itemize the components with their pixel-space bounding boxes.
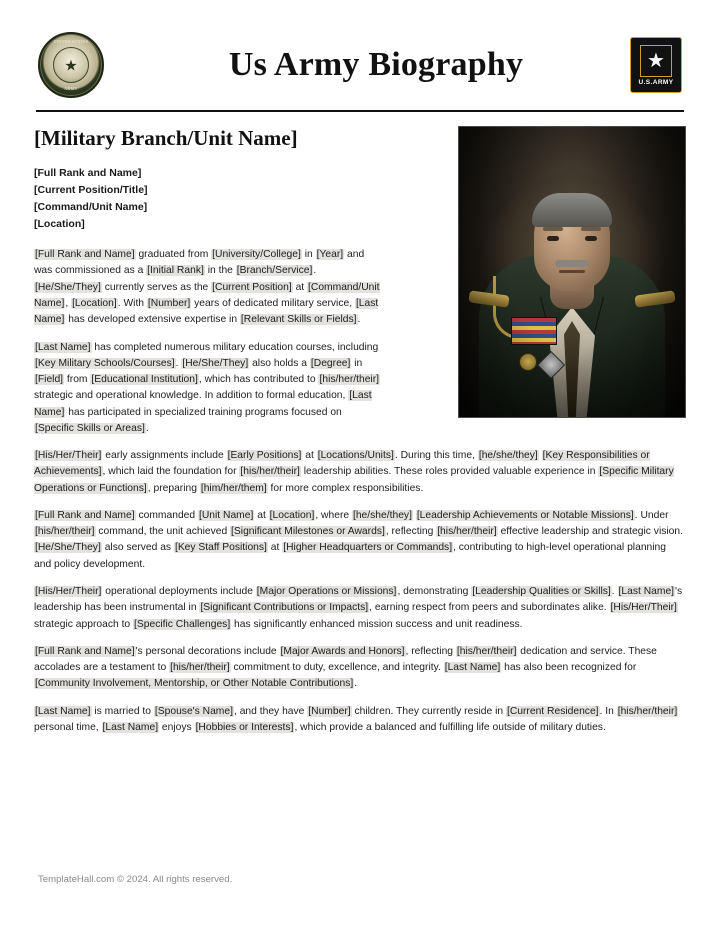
identity-line-position: [Current Position/Title] (34, 184, 148, 197)
placeholder-token: [Higher Headquarters or Commands] (283, 542, 453, 554)
placeholder-token: [Spouse's Name] (154, 705, 233, 717)
paragraph-p5 (34, 584, 686, 633)
placeholder-token: [Last Name] (35, 341, 91, 353)
text-run: has developed extensive expertise in (65, 314, 240, 326)
text-run: 's leadership has been instrumental in (34, 585, 683, 614)
placeholder-token: [Initial Rank] (147, 265, 204, 277)
seal-bottom-text: ARMY (64, 86, 78, 91)
placeholder-token: [Specific Military Operations or Functions] (34, 466, 674, 494)
eagle-icon: ★ (64, 57, 78, 75)
paragraph-p6 (34, 644, 686, 693)
text-run: . (145, 422, 149, 434)
placeholder-token: [Early Positions] (227, 450, 302, 462)
placeholder-token: [Last Name] (444, 662, 501, 674)
placeholder-token: [Field] (35, 374, 64, 386)
text-run: at (267, 542, 283, 554)
placeholder-token: [Community Involvement, Mentorship, or Other Notable Contributions] (35, 678, 354, 690)
text-run: . (354, 678, 358, 690)
text-run: command, the unit achieved (95, 526, 231, 538)
placeholder-token: [Major Operations or Missions] (256, 585, 397, 597)
text-run: has completed numerous military education courses, including (91, 341, 379, 353)
placeholder-token: [he/she/they] (478, 450, 538, 462)
placeholder-token: [Command/Unit Name] (34, 281, 380, 309)
us-army-seal-icon (38, 32, 104, 98)
text-run: , earning respect from peers and subordinates alike. (369, 602, 610, 614)
placeholder-token: [him/her/them] (200, 482, 267, 494)
paragraph-p3 (34, 448, 686, 497)
text-run: early assignments include (102, 450, 227, 462)
paragraph-p7 (34, 704, 686, 737)
header-divider (36, 110, 684, 112)
placeholder-token: [Specific Skills or Areas] (35, 422, 145, 434)
star-badge (640, 45, 672, 77)
placeholder-token: [Key Military Schools/Courses] (35, 357, 175, 369)
text-run: from (64, 374, 91, 386)
footer-copyright: TemplateHall.com © 2024. All rights reserved. (38, 874, 233, 885)
placeholder-token: [his/her/their] (617, 705, 678, 717)
text-run: , (65, 297, 72, 309)
branch-unit-name: [Military Branch/Unit Name] (34, 126, 298, 150)
placeholder-token: [Leadership Qualities or Skills] (472, 585, 611, 597)
placeholder-token: [Major Awards and Honors] (280, 645, 405, 657)
placeholder-token: [University/College] (212, 249, 301, 261)
text-run: . (611, 585, 618, 597)
text-run: , reflecting (405, 645, 456, 657)
paragraph-p1 (34, 247, 384, 328)
placeholder-token: [Hobbies or Interests] (195, 721, 294, 733)
placeholder-token: [his/her/their] (240, 466, 300, 478)
text-run: strategic and operational knowledge. In addition to formal education, (34, 390, 349, 402)
placeholder-token: [his/her/their] (170, 662, 230, 674)
text-run: enjoys (159, 721, 195, 733)
text-run: leadership abilities. These roles provided valuable experience in (300, 466, 599, 478)
text-run: at (302, 450, 317, 462)
text-run: years of dedicated military service, (191, 297, 355, 309)
placeholder-token: [His/Her/Their] (35, 585, 102, 597)
placeholder-token: [his/her/their] (437, 526, 497, 538)
text-run: children. They currently reside in (351, 705, 506, 717)
text-run: , and they have (233, 705, 308, 717)
paragraph-p4 (34, 508, 686, 573)
placeholder-token: [Last Name] (618, 585, 675, 597)
text-run: , where (315, 509, 352, 521)
placeholder-token: [Current Residence] (506, 705, 599, 717)
placeholder-token: [Full Rank and Name] (35, 249, 135, 261)
placeholder-token: [Locations/Units] (317, 450, 394, 462)
placeholder-token: [Specific Challenges] (134, 618, 231, 630)
text-run: commanded (135, 509, 198, 521)
text-run: , which has contributed to (198, 374, 319, 386)
text-run: and was commissioned as a (34, 249, 365, 277)
text-run: . (357, 314, 361, 326)
placeholder-token: [Relevant Skills or Fields] (240, 314, 357, 326)
placeholder-token: [Last Name] (102, 721, 159, 733)
text-run: in (351, 357, 363, 369)
placeholder-token: [Current Position] (212, 281, 292, 293)
placeholder-token: [his/her/their] (35, 526, 95, 538)
text-run: strategic approach to (34, 618, 134, 630)
placeholder-token: [Branch/Service] (236, 265, 313, 277)
placeholder-token: [Key Staff Positions] (174, 542, 267, 554)
text-run: has participated in specialized training programs focused on (65, 406, 342, 418)
text-run: 's personal decorations include (135, 645, 280, 657)
text-run: . During this time, (394, 450, 478, 462)
text-run: for more complex responsibilities. (267, 482, 424, 494)
army-logo (630, 37, 682, 93)
placeholder-token: [Degree] (310, 357, 351, 369)
placeholder-token: [Year] (316, 249, 344, 261)
placeholder-token: [Unit Name] (198, 509, 254, 521)
text-run: in the (204, 265, 236, 277)
placeholder-token: [his/her/their] (456, 645, 517, 657)
placeholder-token: [His/Her/Their] (35, 450, 102, 462)
text-run: graduated from (135, 249, 212, 261)
placeholder-token: [Last Name] (34, 390, 372, 418)
document-body (34, 126, 686, 736)
placeholder-token: [Number] (308, 705, 351, 717)
paragraph-p2 (34, 340, 384, 438)
text-run: in (301, 249, 316, 261)
identity-line-command: [Command/Unit Name] (34, 201, 148, 214)
text-run: at (292, 281, 308, 293)
text-run: is married to (91, 705, 154, 717)
text-run: , which provide a balanced and fulfilling life outside of military duties. (294, 721, 606, 733)
text-run: commitment to duty, excellence, and integrity. (230, 662, 444, 674)
text-run: . (175, 357, 182, 369)
text-run: . In (599, 705, 617, 717)
placeholder-token: [Leadership Achievements or Notable Missions] (416, 509, 634, 521)
placeholder-token: [Last Name] (34, 297, 379, 326)
text-run: currently serves as the (101, 281, 212, 293)
placeholder-token: [Key Responsibilities or Achievements] (34, 450, 650, 478)
placeholder-token: [Last Name] (35, 705, 91, 717)
placeholder-token: [Full Rank and Name] (35, 645, 135, 657)
placeholder-token: [He/She/They] (182, 357, 249, 369)
placeholder-token: [Location] (72, 297, 117, 309)
placeholder-token: [Number] (147, 297, 191, 309)
text-run: has significantly enhanced mission success and unit readiness. (231, 618, 523, 630)
officer-portrait-photo (458, 126, 686, 418)
text-run: operational deployments include (102, 585, 256, 597)
text-run: , which laid the foundation for (102, 466, 240, 478)
army-wordmark: U.S.ARMY (638, 78, 674, 86)
identity-block (34, 165, 384, 233)
placeholder-token: [his/her/their] (319, 374, 380, 386)
placeholder-token: [He/She/They] (35, 281, 101, 293)
placeholder-token: [Significant Contributions or Impacts] (200, 602, 369, 614)
text-run: at (254, 509, 269, 521)
text-run: also holds a (249, 357, 310, 369)
page-title: Us Army Biography (228, 46, 524, 83)
text-run: . (313, 265, 317, 277)
document-header (34, 26, 686, 104)
text-run: , contributing to high-level operational planning and policy development. (34, 542, 667, 570)
placeholder-token: [Full Rank and Name] (35, 509, 135, 521)
text-run: , demonstrating (397, 585, 472, 597)
text-run: , reflecting (385, 526, 437, 538)
text-run: effective leadership and strategic vision. (497, 526, 683, 538)
star-icon: ★ (647, 49, 665, 72)
placeholder-token: [he/she/they] (352, 509, 412, 521)
text-run: . Under (634, 509, 669, 521)
placeholder-token: [He/She/They] (35, 542, 101, 554)
placeholder-token: [Location] (269, 509, 315, 521)
placeholder-token: [Significant Milestones or Awards] (231, 526, 385, 538)
text-run: personal time, (34, 721, 102, 733)
text-run: dedication and service. These accolades are a testament to (34, 645, 657, 674)
text-run: . With (117, 297, 147, 309)
text-run: has also been recognized for (501, 662, 637, 674)
placeholder-token: [His/Her/Their] (610, 602, 677, 614)
seal-top-text: UNITED STATES (53, 39, 89, 44)
placeholder-token: [Educational Institution] (91, 374, 198, 386)
text-run: also served as (101, 542, 174, 554)
text-run: , preparing (147, 482, 200, 494)
identity-line-rank-name: [Full Rank and Name] (34, 167, 142, 180)
identity-line-location: [Location] (34, 218, 85, 231)
